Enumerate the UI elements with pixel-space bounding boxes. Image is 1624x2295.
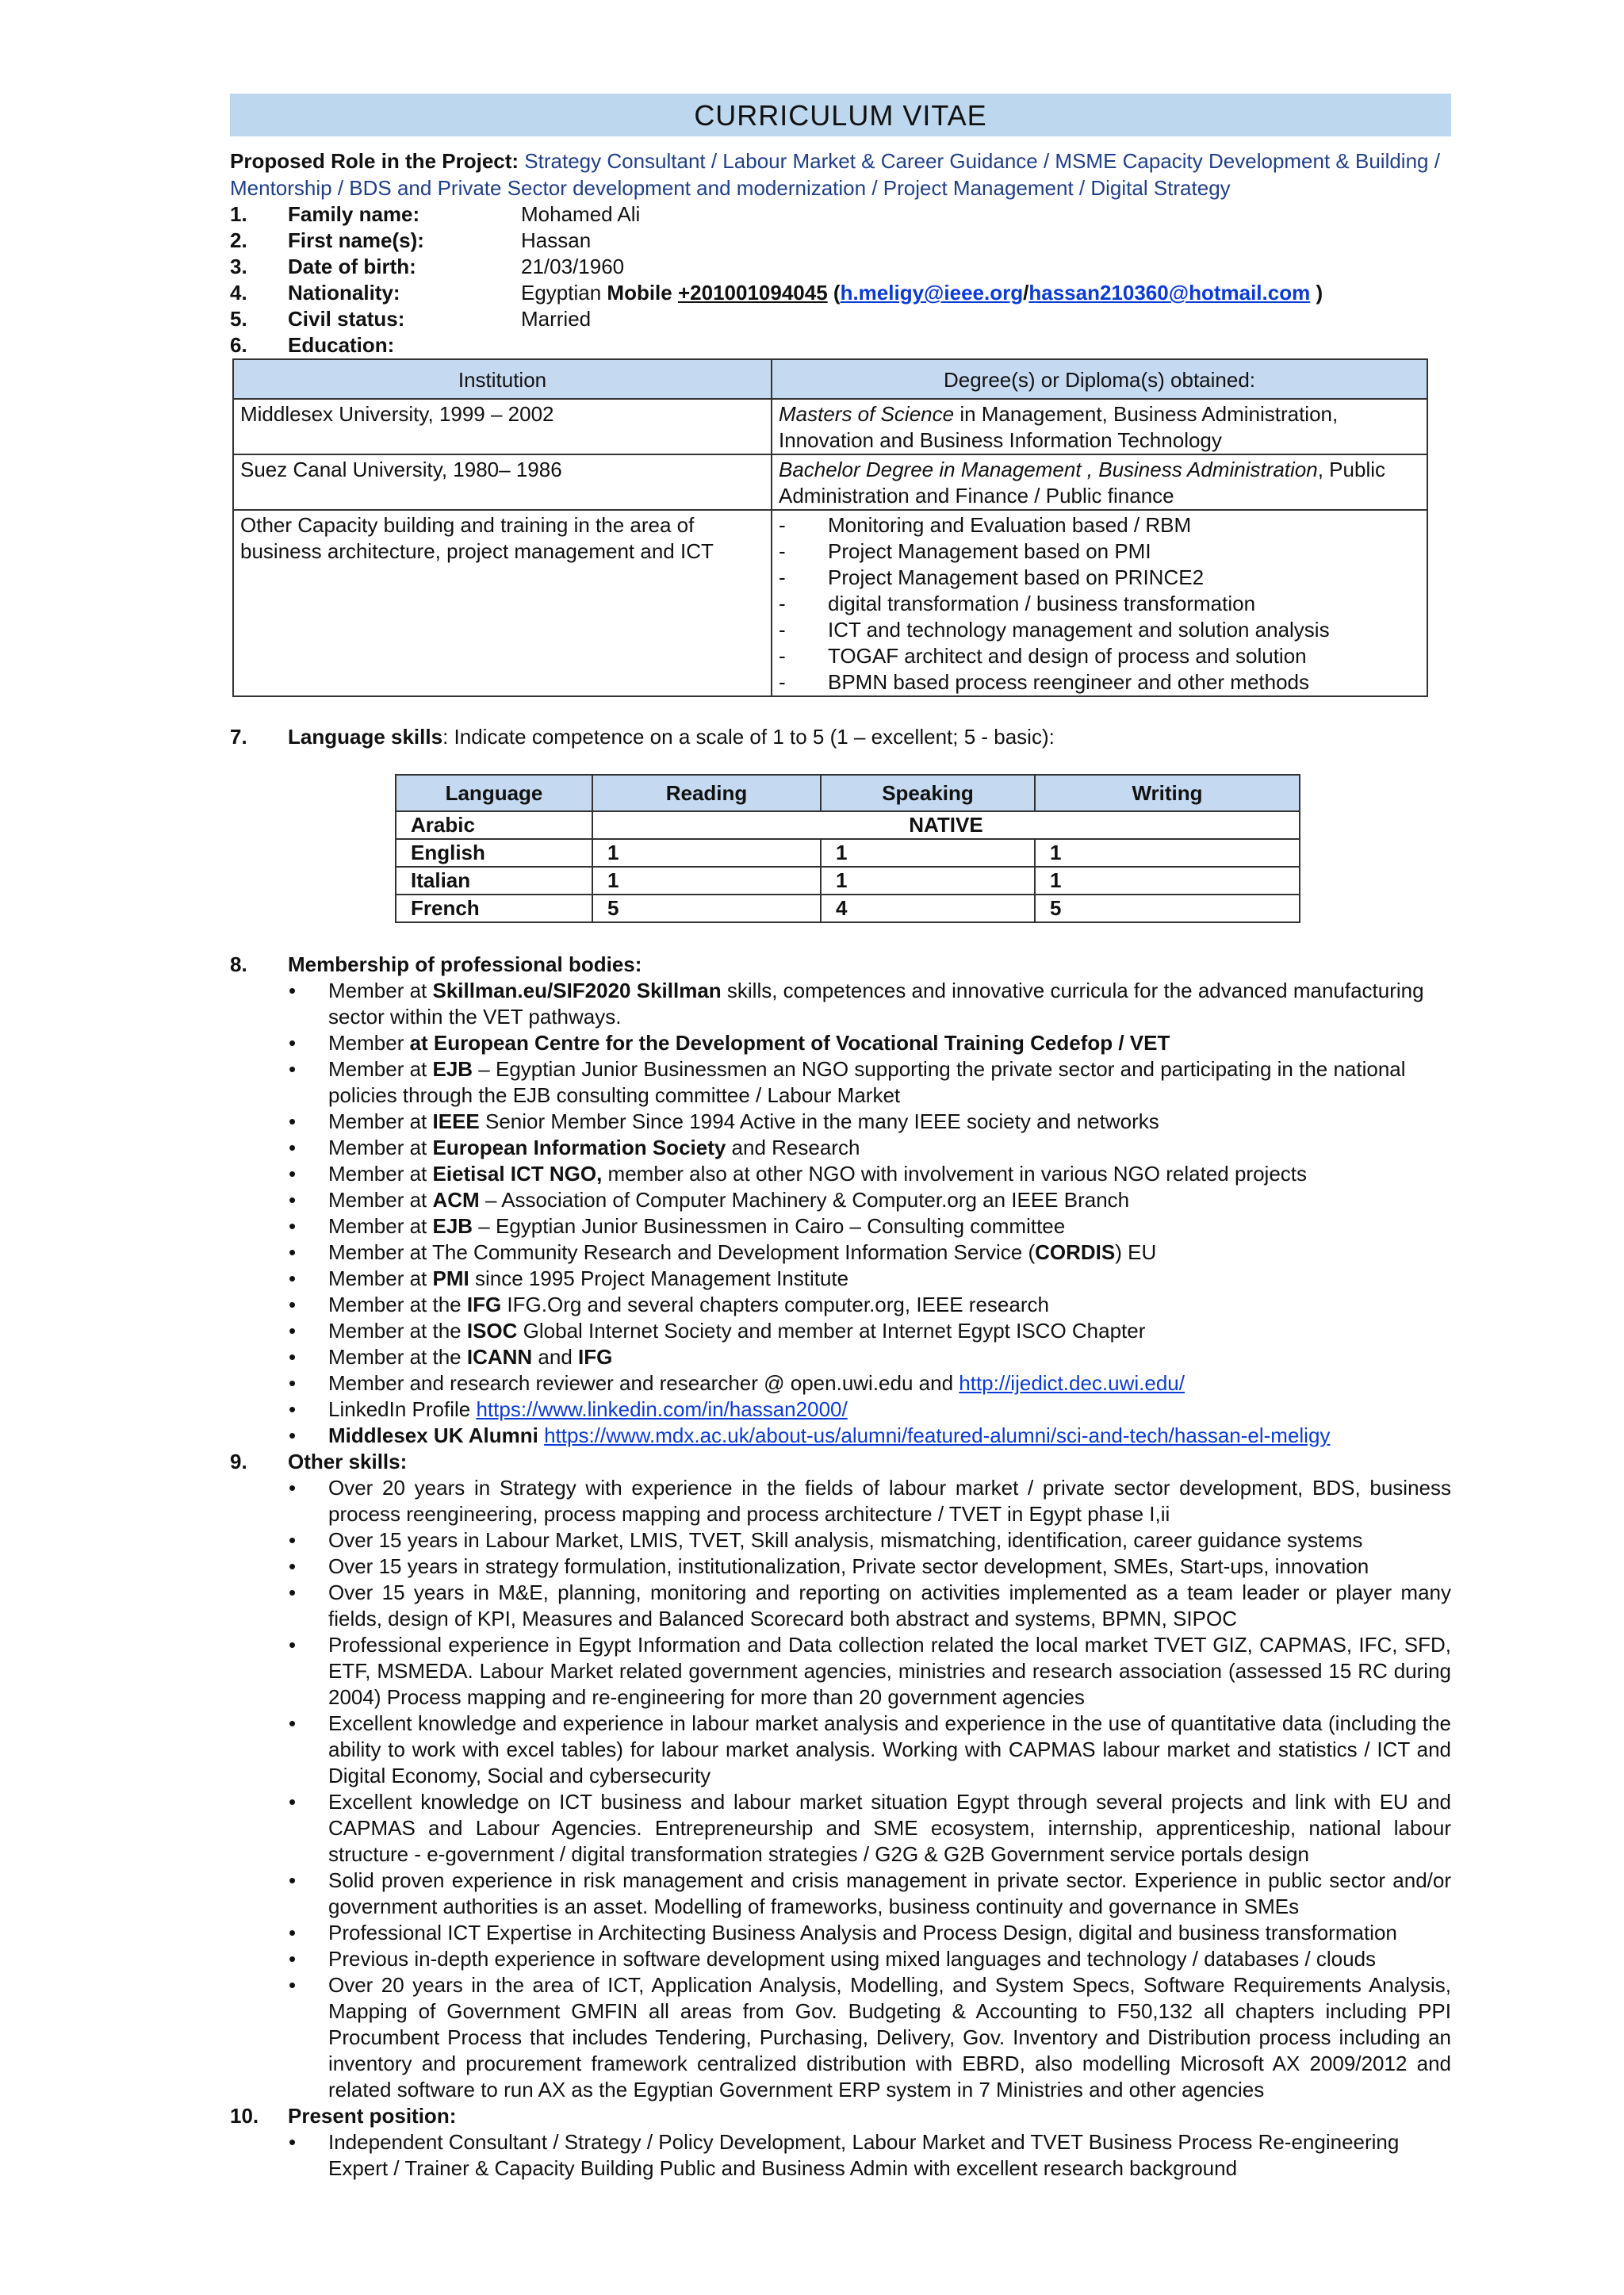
first-name-label: First name(s):	[288, 228, 424, 252]
dob-value: 21/03/1960	[521, 255, 625, 278]
language-header-row	[396, 775, 1300, 811]
item-number: 9.	[230, 1450, 247, 1473]
training-item: - Project Management based on PRINCE2	[779, 565, 1205, 589]
reading-score: 1	[592, 839, 821, 867]
reading-score: 1	[592, 867, 821, 895]
training-item: - Project Management based on PMI	[779, 539, 1151, 563]
ijedict-link[interactable]: http://ijedict.dec.uwi.edu/	[959, 1371, 1185, 1395]
family-name-label: Family name:	[288, 202, 420, 226]
skill-item: • Professional experience in Egypt Information and Data collection related the local market TVET GIZ, CAPMAS, IFC, SFD, ETF, MSMEDA. Labour Market related government agencies, ministries and research association (assessed 15 RC during 2004) Process mapping and re-engineering for more than 20 government agencies	[230, 1632, 1451, 1711]
reading-col-header: Reading	[592, 775, 821, 811]
training-item: - digital transformation / business transformation	[779, 592, 1256, 615]
nationality-label: Nationality:	[288, 281, 400, 305]
language-row	[396, 811, 1300, 839]
skill-item: • Over 20 years in Strategy with experience in the fields of labour market / private sector development, BDS, business process reengineering, process mapping and process architecture / TVET in Egypt phase I,ii	[230, 1475, 1451, 1527]
skill-item: • Professional ICT Expertise in Architecting Business Analysis and Process Design, digital and business transformation	[230, 1920, 1451, 1946]
membership-item: • Member at the ISOC Global Internet Society and member at Internet Egypt ISCO Chapter	[230, 1318, 1451, 1344]
writing-score: 1	[1035, 867, 1300, 895]
membership-item: • Member at IEEE Senior Member Since 1994 Active in the many IEEE society and networks	[230, 1109, 1451, 1135]
membership-item: • Member at The Community Research and Development Information Service (CORDIS) EU	[230, 1239, 1451, 1266]
degree-header: Degree(s) or Diploma(s) obtained:	[772, 359, 1427, 399]
training-item: - BPMN based process reengineer and other methods	[779, 670, 1310, 694]
item-number: 6.	[230, 333, 247, 357]
mobile-number[interactable]: +201001094045	[677, 281, 828, 305]
language-name: French	[396, 895, 592, 922]
present-position-item: • Independent Consultant / Strategy / Policy Development, Labour Market and TVET Business Process Re-engineering Expert / Trainer & Capacity Building Public and Business Admin with excellent research background	[230, 2129, 1451, 2182]
nationality-row	[230, 280, 1451, 306]
education-header-row	[233, 359, 1427, 399]
email-link-hotmail[interactable]: hassan210360@hotmail.com	[1028, 281, 1311, 305]
civil-status-row	[230, 306, 1451, 332]
family-name-row	[230, 201, 1451, 228]
proposed-role-label: Proposed Role in the Project:	[230, 149, 519, 173]
degree-detail: in Management, Business Administration, Innovation and Business Information Technology	[779, 402, 1339, 452]
item-number: 2.	[230, 228, 247, 252]
training-text: Project Management based on PMI	[828, 539, 1151, 563]
item-number: 5.	[230, 307, 247, 331]
language-table-wrap	[395, 774, 1451, 923]
training-text: Monitoring and Evaluation based / RBM	[828, 513, 1192, 537]
training-item: - ICT and technology management and solution analysis	[779, 618, 1330, 642]
education-row	[233, 399, 1427, 454]
training-text: BPMN based process reengineer and other methods	[828, 670, 1310, 694]
education-row	[233, 510, 1427, 696]
membership-item: • Member at PMI since 1995 Project Management Institute	[230, 1266, 1451, 1292]
membership-item: • Member at EJB – Egyptian Junior Businessmen in Cairo – Consulting committee	[230, 1213, 1451, 1239]
other-skills-heading	[230, 1449, 1451, 1475]
language-intro: : Indicate competence on a scale of 1 to 5 (1 – excellent; 5 - basic):	[442, 725, 1055, 749]
reading-score: 5	[592, 895, 821, 922]
language-label: Language skills	[288, 725, 443, 749]
civil-status-label: Civil status:	[288, 307, 405, 331]
membership-item: • Member at EJB – Egyptian Junior Businessmen an NGO supporting the private sector and participating in the national policies through the EJB consulting committee / Labour Market	[230, 1056, 1451, 1109]
civil-status-value: Married	[521, 307, 592, 331]
speaking-col-header: Speaking	[821, 775, 1035, 811]
language-table	[395, 774, 1300, 923]
training-item: - Monitoring and Evaluation based / RBM	[779, 513, 1192, 537]
proposed-role-text: Strategy Consultant / Labour Market & Career Guidance / MSME Capacity Development & Building / Mentorship / BDS and Private Sector development and modernization / Project Management / Digital Strategy	[230, 149, 1440, 200]
membership-item: • Middlesex UK Alumni https://www.mdx.ac.uk/about-us/alumni/featured-alumni/sci-and-tech/hassan-el-meligy	[230, 1423, 1451, 1449]
item-number: 1.	[230, 202, 247, 226]
present-position-heading	[230, 2103, 1451, 2129]
item-number: 4.	[230, 281, 247, 305]
first-name-value: Hassan	[521, 228, 592, 252]
institution-cell: Suez Canal University, 1980– 1986	[233, 454, 772, 510]
speaking-score: 1	[821, 839, 1035, 867]
nationality-value: Egyptian Mobile +201001094045 (h.meligy@ieee.org/hassan210360@hotmail.com )	[521, 281, 1323, 305]
language-row	[396, 839, 1300, 867]
training-text: ICT and technology management and solution analysis	[828, 618, 1330, 642]
skill-item: • Over 15 years in strategy formulation, institutionalization, Private sector development, SMEs, Start-ups, innovation	[230, 1554, 1451, 1580]
speaking-score: 1	[821, 867, 1035, 895]
education-label: Education:	[288, 333, 395, 357]
cv-title: CURRICULUM VITAE	[230, 94, 1451, 136]
language-col-header: Language	[396, 775, 592, 811]
training-list-cell	[772, 510, 1427, 696]
dob-row	[230, 254, 1451, 280]
other-skills-label: Other skills:	[288, 1450, 408, 1473]
skill-item: • Solid proven experience in risk management and crisis management in private sector. Experience in public sector and/or government authorities is an asset. Modelling of frameworks, business continuity and governance in SMEs	[230, 1868, 1451, 1920]
present-position-label: Present position:	[288, 2104, 457, 2128]
membership-item: • Member at European Information Society and Research	[230, 1135, 1451, 1161]
membership-item: • Member at the IFG IFG.Org and several chapters computer.org, IEEE research	[230, 1292, 1451, 1318]
language-row	[396, 895, 1300, 922]
cv-page	[230, 94, 1451, 2182]
language-name: English	[396, 839, 592, 867]
other-skills-list	[230, 1475, 1451, 2103]
membership-heading	[230, 952, 1451, 978]
dob-label: Date of birth:	[288, 255, 416, 278]
speaking-score: 4	[821, 895, 1035, 922]
writing-col-header: Writing	[1035, 775, 1300, 811]
language-name: Italian	[396, 867, 592, 895]
item-number: 8.	[230, 952, 247, 976]
membership-item: • Member at ACM – Association of Computer Machinery & Computer.org an IEEE Branch	[230, 1187, 1451, 1213]
membership-label: Membership of professional bodies:	[288, 952, 642, 976]
present-position-list	[230, 2129, 1451, 2182]
membership-item: • Member at Skillman.eu/SIF2020 Skillman skills, competences and innovative curricula for the advanced manufacturing sector within the VET pathways.	[230, 978, 1451, 1030]
skill-item: • Over 20 years in the area of ICT, Application Analysis, Modelling, and System Specs, Software Requirements Analysis, Mapping of Government GMFIN all areas from Gov. Budgeting & Accounting to F50,132 all chapters including PPI Procumbent Process that includes Tendering, Purchasing, Delivery, Gov. Inventory and Distribution process including an inventory and procurement framework centralized distribution with EBRD, also modelling Microsoft AX 2009/2012 and related software to run AX as the Egyptian Government ERP system in 7 Ministries and other agencies	[230, 1972, 1451, 2103]
first-name-row	[230, 228, 1451, 254]
linkedin-link[interactable]: https://www.linkedin.com/in/hassan2000/	[476, 1397, 848, 1421]
degree-title: Bachelor Degree in Management , Business Administration	[779, 458, 1318, 481]
language-name: Arabic	[396, 811, 592, 839]
education-heading	[230, 332, 1451, 358]
training-item: - TOGAF architect and design of process and solution	[779, 644, 1307, 668]
skill-item: • Excellent knowledge and experience in labour market analysis and experience in the use of quantitative data (including the ability to work with excel tables) for labour market analysis. Working with CAPMAS labour market and statistics / ICT and Digital Economy, Social and cybersecurity	[230, 1711, 1451, 1789]
language-heading	[230, 724, 1451, 750]
membership-list	[230, 978, 1451, 1449]
item-number: 3.	[230, 255, 247, 278]
nationality-text: Egyptian	[521, 281, 607, 305]
skill-item: • Over 15 years in Labour Market, LMIS, TVET, Skill analysis, mismatching, identification, career guidance systems	[230, 1527, 1451, 1554]
institution-cell: Middlesex University, 1999 – 2002	[233, 399, 772, 454]
native-value: NATIVE	[592, 811, 1300, 839]
membership-item: • Member at the ICANN and IFG	[230, 1344, 1451, 1370]
training-text: digital transformation / business transformation	[828, 592, 1256, 615]
language-row	[396, 867, 1300, 895]
item-number: 10.	[230, 2104, 259, 2128]
membership-item: • Member at Eietisal ICT NGO, member also at other NGO with involvement in various NGO related projects	[230, 1161, 1451, 1187]
degree-cell	[772, 399, 1427, 454]
education-table	[232, 358, 1428, 697]
degree-detail: , Public Administration and Finance / Public finance	[779, 458, 1385, 508]
item-number: 7.	[230, 725, 247, 749]
skill-item: • Previous in-depth experience in software development using mixed languages and technology / databases / clouds	[230, 1946, 1451, 1972]
institution-cell: Other Capacity building and training in the area of business architecture, project management and ICT	[233, 510, 772, 696]
membership-item: • Member at European Centre for the Development of Vocational Training Cedefop / VET	[230, 1030, 1451, 1056]
membership-item: • LinkedIn Profile https://www.linkedin.com/in/hassan2000/	[230, 1397, 1451, 1423]
family-name-value: Mohamed Ali	[521, 202, 641, 226]
training-text: Project Management based on PRINCE2	[828, 565, 1205, 589]
writing-score: 5	[1035, 895, 1300, 922]
skill-item: • Over 15 years in M&E, planning, monitoring and reporting on activities implemented as a team leader or player many fields, design of KPI, Measures and Balanced Scorecard both abstract and systems, BPMN, SIPOC	[230, 1580, 1451, 1632]
writing-score: 1	[1035, 839, 1300, 867]
degree-title: Masters of Science	[779, 402, 955, 426]
skill-item: • Excellent knowledge on ICT business and labour market situation Egypt through several projects and link with EU and CAPMAS and Labour Agencies. Entrepreneurship and SME ecosystem, internship, apprenticeship, national labour structure - e-government / digital transformation strategies / G2G & G2B Government service portals design	[230, 1789, 1451, 1868]
mobile-label: Mobile	[607, 281, 678, 305]
training-text: TOGAF architect and design of process and solution	[828, 644, 1307, 668]
email-link-ieee[interactable]: h.meligy@ieee.org	[840, 281, 1024, 305]
degree-cell	[772, 454, 1427, 510]
proposed-role	[230, 148, 1451, 201]
mdx-alumni-link[interactable]: https://www.mdx.ac.uk/about-us/alumni/featured-alumni/sci-and-tech/hassan-el-meligy	[544, 1423, 1331, 1447]
membership-item: • Member and research reviewer and researcher @ open.uwi.edu and http://ijedict.dec.uwi.edu/	[230, 1370, 1451, 1397]
institution-header: Institution	[233, 359, 772, 399]
education-row	[233, 454, 1427, 510]
